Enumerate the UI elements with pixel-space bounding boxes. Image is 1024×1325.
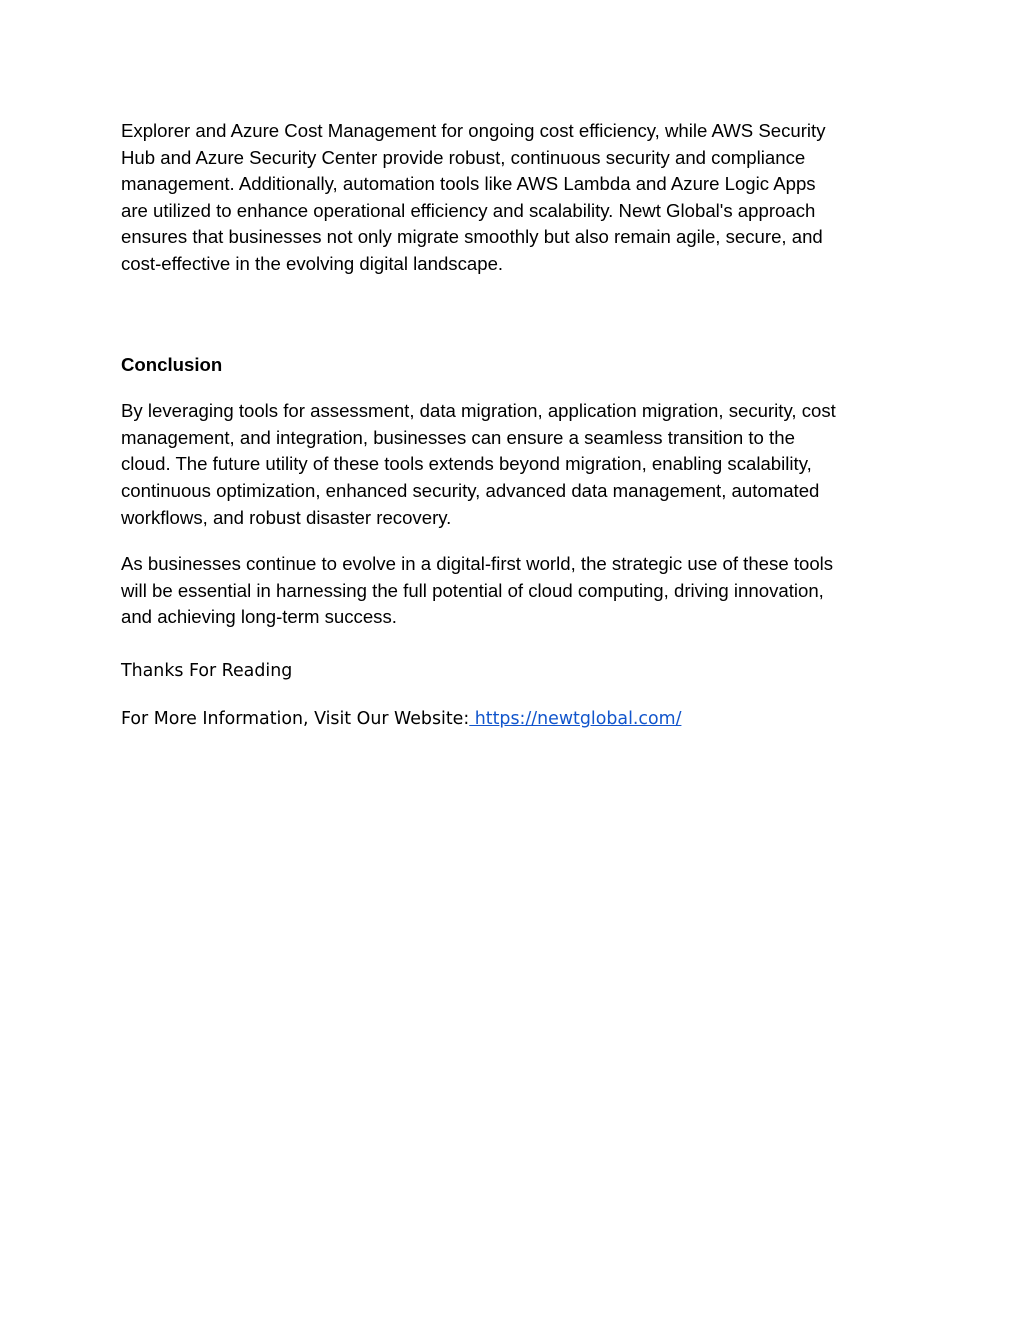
intro-paragraph: Explorer and Azure Cost Management for ongoing cost efficiency, while AWS Security Hub and Azure Security Center provide robust, continuous security and compliance management. Additionally, automation tools like AWS Lambda and Azure Logic Apps are utilized to enhance operational efficiency and scalability. Newt Global's approach ensures that businesses not only migrate smoothly but also remain agile, secure, and cost-effective in the evolving digital landscape.	[121, 120, 826, 274]
thanks-text: Thanks For Reading	[121, 660, 293, 681]
conclusion-paragraph-2: As businesses continue to evolve in a digital-first world, the strategic use of these tools will be essential in harnessing the full potential of cloud computing, driving innovation, and achieving long-term success.	[121, 553, 834, 628]
conclusion-paragraph-1: By leveraging tools for assessment, data migration, application migration, security, cost management, and integration, businesses can ensure a seamless transition to the cloud. The future utility of these tools extends beyond migration, enabling scalability, continuous optimization, enhanced security, advanced data management, automated workflows, and robust disaster recovery.	[121, 400, 836, 528]
conclusion-heading: Conclusion	[121, 353, 223, 375]
more-info-line	[121, 706, 911, 732]
website-link[interactable]: https://newtglobal.com/	[469, 708, 682, 729]
more-info-label: For More Information, Visit Our Website:	[121, 708, 470, 729]
document-page	[121, 118, 911, 732]
